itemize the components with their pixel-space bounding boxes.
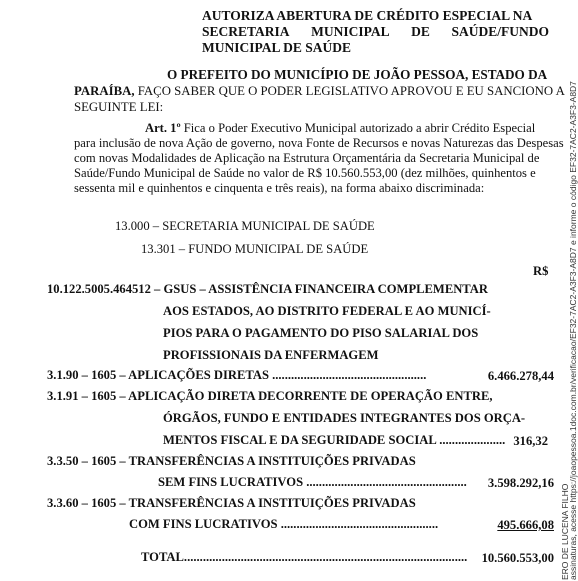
program-line-3: PIOS PARA O PAGAMENTO DO PISO SALARIAL DOS <box>163 326 479 340</box>
row-code: 3.1.90 – 1605 – <box>47 368 129 382</box>
row-3191 <box>47 385 493 408</box>
intro-line-2 <box>74 83 565 99</box>
header-line-1: AUTORIZA ABERTURA DE CRÉDITO ESPECIAL NA <box>202 8 533 23</box>
row-code: 3.1.91 – 1605 – <box>47 389 129 403</box>
row-title: TRANSFERÊNCIAS A INSTITUIÇÕES PRIVADAS <box>128 454 416 468</box>
row-code: 3.3.60 – 1605 – <box>47 496 129 510</box>
header-word: DE <box>411 24 430 39</box>
article-label: Art. 1º <box>145 121 181 135</box>
article-line-5: sessenta mil e quinhentos e cinquenta e três reais), na forma abaixo discriminada: <box>74 181 485 195</box>
unit-fundo: 13.301 – FUNDO MUNICIPAL DE SAÚDE <box>141 242 369 256</box>
row-3360 <box>47 492 416 515</box>
intro-state: PARAÍBA, <box>74 84 135 98</box>
total-label: TOTAL.......................................................................................... <box>141 550 467 564</box>
row-title: TRANSFERÊNCIAS A INSTITUIÇÕES PRIVADAS <box>128 496 416 510</box>
row-3350-value: 3.598.292,16 <box>487 476 554 490</box>
intro-line-1: O PREFEITO DO MUNICÍPIO DE JOÃO PESSOA, ESTADO DA <box>167 67 548 82</box>
header-word: SECRETARIA <box>202 24 290 39</box>
verification-signer: ERO DE LUCENA FILHO <box>560 483 570 580</box>
row-title: APLICAÇÕES DIRETAS ................................................. <box>128 368 427 382</box>
article-line-4: Saúde/Fundo Municipal de Saúde no valor de R$ 10.560.553,00 (dez milhões, quinhentos e <box>74 166 536 180</box>
row-code: 3.3.50 – 1605 – <box>47 454 129 468</box>
header-word: MUNICIPAL <box>311 24 390 39</box>
program-line-2: AOS ESTADOS, AO DISTRITO FEDERAL E AO MUNICÍ- <box>163 304 491 318</box>
row-title: APLICAÇÃO DIRETA DECORRENTE DE OPERAÇÃO ENTRE, <box>128 389 493 403</box>
row-3191-line-3: MENTOS FISCAL E DA SEGURIDADE SOCIAL ..................... <box>163 433 506 447</box>
article-line-3: com novas Modalidades de Aplicação na Estrutura Orçamentária da Secretaria Municipal de <box>74 151 540 165</box>
intro-line-3: SEGUINTE LEI: <box>74 100 164 114</box>
program-line-4: PROFISSIONAIS DA ENFERMAGEM <box>163 348 379 362</box>
row-3191-line-2: ÓRGÃOS, FUNDO E ENTIDADES INTEGRANTES DOS ORÇA- <box>163 411 526 425</box>
row-3360-line-2: COM FINS LUCRATIVOS .................................................. <box>129 517 439 531</box>
row-3350 <box>47 450 416 473</box>
unit-secretaria: 13.000 – SECRETARIA MUNICIPAL DE SAÚDE <box>115 219 375 233</box>
header-word: SAÚDE/FUNDO <box>451 24 549 39</box>
program-code: 10.122.5005.464512 – <box>47 282 164 296</box>
row-3190 <box>47 364 426 387</box>
program-line-1 <box>47 278 488 301</box>
article-line-1 <box>145 121 535 136</box>
row-3360-value: 495.666,08 <box>497 518 554 532</box>
intro-text: FAÇO SABER QUE O PODER LEGISLATIVO APROVOU E EU SANCIONO A <box>134 84 565 98</box>
header-line-3: MUNICIPAL DE SAÚDE <box>202 40 352 55</box>
total-value: 10.560.553,00 <box>481 551 554 565</box>
row-3191-value: 316,32 <box>513 434 548 448</box>
row-3190-value: 6.466.278,44 <box>487 369 554 383</box>
header-line-2 <box>202 24 549 40</box>
verification-link: assinaturas, acesse https://joaopessoa.1doc.com.br/verificacao/EF32-7AC2-A3F3-A8D7 e informe o código EF32-7AC2-A3F3-A8D7 <box>568 81 578 580</box>
article-text: Fica o Poder Executivo Municipal autorizado a abrir Crédito Especial <box>180 121 536 135</box>
article-line-2: para inclusão de nova Ação de governo, nova Fonte de Recursos e novas Naturezas das Despesas <box>74 136 564 150</box>
currency-label: R$ <box>533 264 549 278</box>
row-3350-line-2: SEM FINS LUCRATIVOS ................................................... <box>158 475 467 489</box>
program-title: GSUS – ASSISTÊNCIA FINANCEIRA COMPLEMENTAR <box>163 282 488 296</box>
